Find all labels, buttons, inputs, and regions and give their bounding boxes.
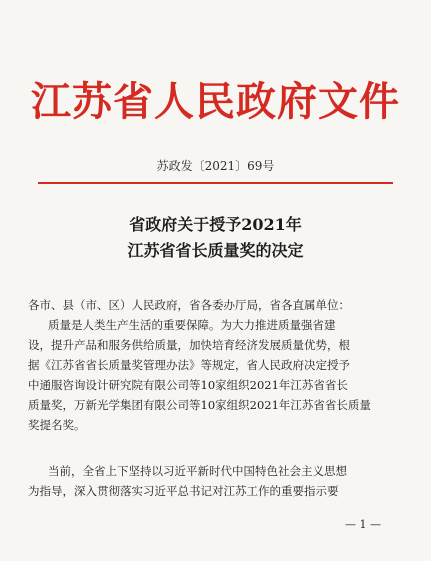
document-number: 苏政发〔2021〕69号 <box>156 159 275 173</box>
document-title-line-1: 省政府关于授予2021年 <box>129 215 302 234</box>
paragraph-1-line-1: 质量是人类生产生活的重要保障。为大力推进质量强省建 <box>48 318 336 332</box>
paragraph-2-line-2: 为指导，深入贯彻落实习近平总书记对江苏工作的重要指示要 <box>28 484 339 498</box>
document-header-title: 江苏省人民政府文件 <box>31 78 400 125</box>
paragraph-1-line-5: 质量奖，万新光学集团有限公司等10家组织2021年江苏省省长质量 <box>28 398 371 412</box>
document-title-line-2: 江苏省省长质量奖的决定 <box>127 241 304 260</box>
paragraph-1-line-6: 奖提名奖。 <box>28 418 86 432</box>
salutation: 各市、县（市、区）人民政府，省各委办厅局，省各直属单位： <box>28 298 350 312</box>
paragraph-1-line-3: 据《江苏省省长质量奖管理办法》等规定，省人民政府决定授予 <box>28 358 350 372</box>
paragraph-1-line-2: 设，提升产品和服务供给质量，加快培育经济发展质量优势，根 <box>28 338 350 352</box>
page-number: — 1 — <box>345 518 381 531</box>
paragraph-1-line-4: 中通服咨询设计研究院有限公司等10家组织2021年江苏省省长 <box>28 378 348 392</box>
red-divider-line <box>38 182 393 184</box>
paragraph-2-line-1: 当前，全省上下坚持以习近平新时代中国特色社会主义思想 <box>48 464 347 478</box>
